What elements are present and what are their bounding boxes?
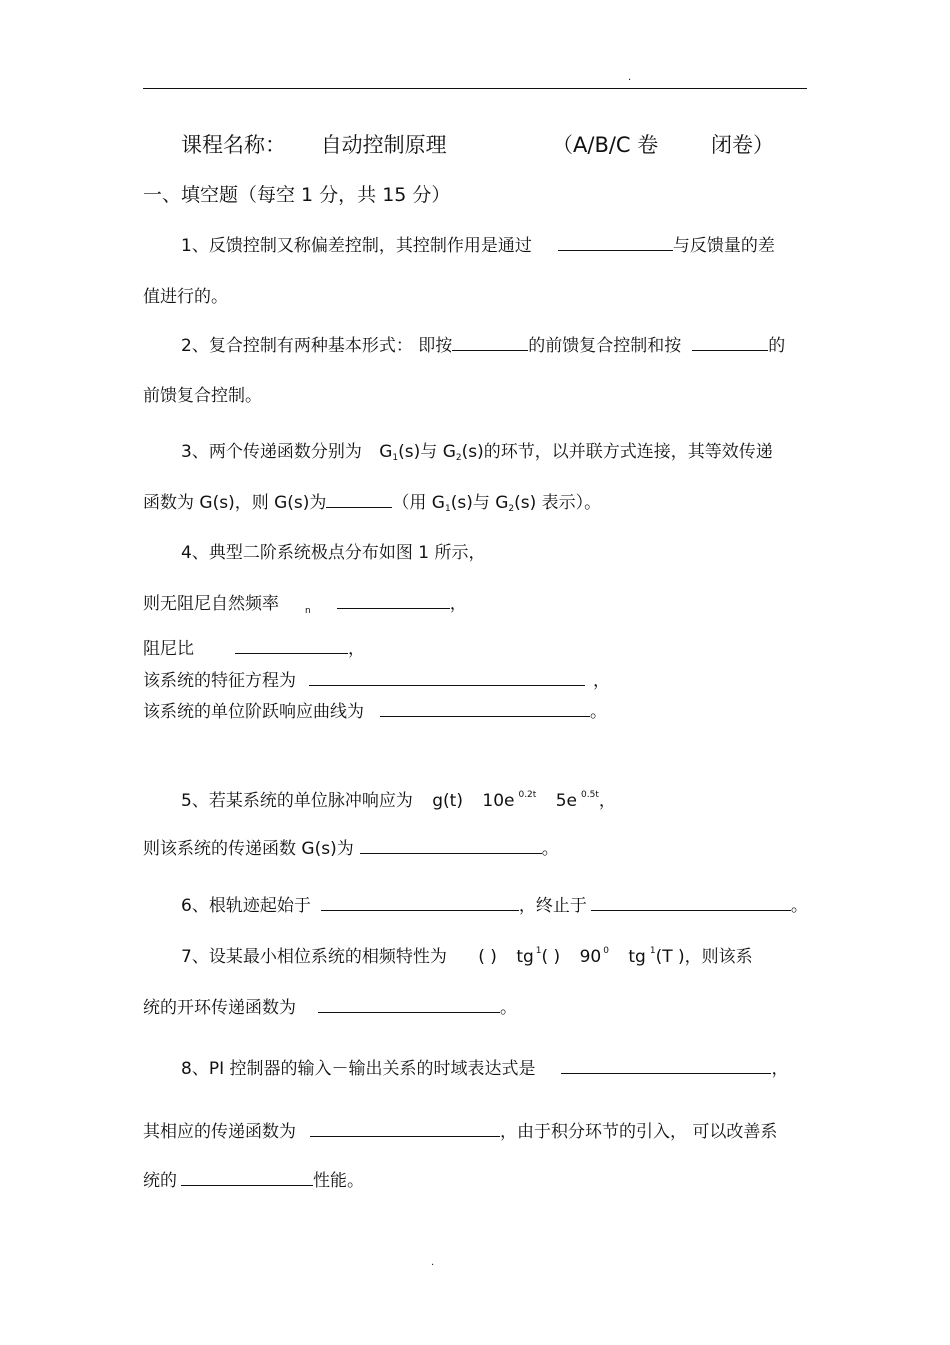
exam-mode: 闭卷） [711,133,774,157]
question-4-line1: 4、典型二阶系统极点分布如图 1 所示， [181,543,486,563]
q7-period: 。 [500,998,517,1018]
q4-period: 。 [590,702,607,722]
q6-text-a: 6、根轨迹起始于 [181,896,311,916]
q4-blank-3[interactable] [309,684,585,686]
q6-text-b: ，终止于 [518,896,587,916]
q3-g1-sub: 1 [392,453,399,463]
q3-text-c: （用 G [392,493,445,513]
q8-comma: ， [771,1059,789,1079]
question-8-line1 [181,1054,788,1079]
q4-text-b: 则无阻尼自然频率 [143,594,279,614]
question-4-line2 [143,589,467,614]
q5-text-b: 则该系统的传递函数 G(s)为 [143,839,354,859]
q4-text-e: 该系统的单位阶跃响应曲线为 [143,702,364,722]
q4-text-d: 该系统的特征方程为 [143,671,296,691]
q7-text-b: 统的开环传递函数为 [143,998,296,1018]
q7-phi: ( ) [478,947,497,967]
course-title-line [181,129,447,159]
q2-text-c: 的 [768,336,786,356]
question-3-line1 [181,437,773,462]
q6-blank-2[interactable] [591,909,791,911]
q3-g1: G [379,442,393,462]
q8-blank-3[interactable] [181,1184,313,1186]
question-7-line1 [181,942,753,967]
question-2-line1 [181,331,785,356]
q5-term1: 10e [482,791,515,811]
q3-c-sub1: 1 [444,504,451,514]
question-5-line1 [181,786,616,811]
q3-text-c2: (s)与 G [450,493,509,513]
q7-tg1: tg [516,947,534,967]
question-3-line2 [143,488,601,513]
q5-g: g(t) [432,791,463,811]
course-name: 自动控制原理 [320,133,447,157]
q7-omega1: ( ) [541,947,561,967]
q8-blank-2[interactable] [310,1135,500,1137]
q7-tomega: (T )，则该系 [655,947,753,967]
question-8-line3 [143,1166,364,1191]
q4-blank-1[interactable] [337,607,450,609]
q3-c-sub2: 2 [508,504,515,514]
q5-blank[interactable] [360,852,542,854]
question-5-line2 [143,834,559,859]
q7-tg2: tg [628,947,646,967]
q5-comma: ， [598,791,616,811]
q6-blank-1[interactable] [321,909,519,911]
q3-g2-sub: 2 [455,453,462,463]
question-6-line1 [181,891,808,916]
q3-g1s: (s)与 [398,442,438,462]
q7-text-a: 7、设某最小相位系统的相频特性为 [181,947,447,967]
question-8-line2 [143,1117,777,1142]
paper-type: （A/B/C 卷 [552,133,659,157]
q4-blank-2[interactable] [235,652,348,654]
q7-blank[interactable] [318,1011,500,1013]
q4-comma-2: ， [348,639,365,659]
q6-period: 。 [790,896,808,916]
header-rule [143,88,807,89]
q5-period: 。 [541,839,559,859]
q1-text-b: 与反馈量的差 [672,236,775,256]
question-4-line3 [143,634,365,659]
question-1-line2: 值进行的。 [143,287,228,307]
q7-sup2: 1 [649,946,656,956]
question-1-line1 [181,231,775,256]
question-4-line4 [143,666,610,691]
section-heading: 一、填空题（每空 1 分，共 15 分） [143,184,451,206]
q4-text-c: 阻尼比 [143,639,194,659]
q3-text-a: 3、两个传递函数分别为 [181,442,362,462]
q5-term2: 5e [555,791,577,811]
q2-blank-1[interactable] [452,349,528,351]
q2-text-a: 2、复合控制有两种基本形式： 即按 [181,336,453,356]
q4-comma-3: ， [593,671,610,691]
q5-exp2: 0.5t [581,790,599,800]
q8-text-b: 其相应的传递函数为 [143,1122,296,1142]
q3-text-b: 函数为 G(s)，则 G(s)为 [143,493,327,513]
q1-blank[interactable] [558,249,673,251]
q2-text-b: 的前馈复合控制和按 [528,336,682,356]
q5-text-a: 5、若某系统的单位脉冲响应为 [181,791,413,811]
question-4-line5 [143,697,607,722]
q8-text-c: 统的 [143,1171,177,1191]
question-2-line2: 前馈复合控制。 [143,386,262,406]
q7-ninety: 90 [579,947,602,967]
q3-text-c3: (s) 表示）。 [514,493,602,513]
q7-sup1: 1 [535,946,542,956]
question-7-line2 [143,993,517,1018]
q1-text-a: 1、反馈控制又称偏差控制，其控制作用是通过 [181,236,532,256]
q4-blank-4[interactable] [380,715,590,717]
q2-blank-2[interactable] [692,349,768,351]
q8-blank-1[interactable] [561,1072,771,1074]
header-dot: . [628,72,632,83]
q4-omega-sub: n [305,606,311,616]
course-label: 课程名称： [181,133,286,157]
q3-blank[interactable] [326,506,392,508]
q3-g2s: (s)的环节，以并联方式连接，其等效传递 [461,442,773,462]
footer-dot: . [431,1257,435,1268]
q3-g2: G [442,442,456,462]
q8-text-a: 8、PI 控制器的输入－输出关系的时域表达式是 [181,1059,536,1079]
q5-exp1: 0.2t [518,790,537,800]
q4-comma-1: ， [449,594,467,614]
q8-text-c-end: 性能。 [313,1171,364,1191]
q7-degree: 0 [603,946,609,956]
q8-text-b-mid: ，由于积分环节的引入， 可以改善系 [500,1122,778,1142]
